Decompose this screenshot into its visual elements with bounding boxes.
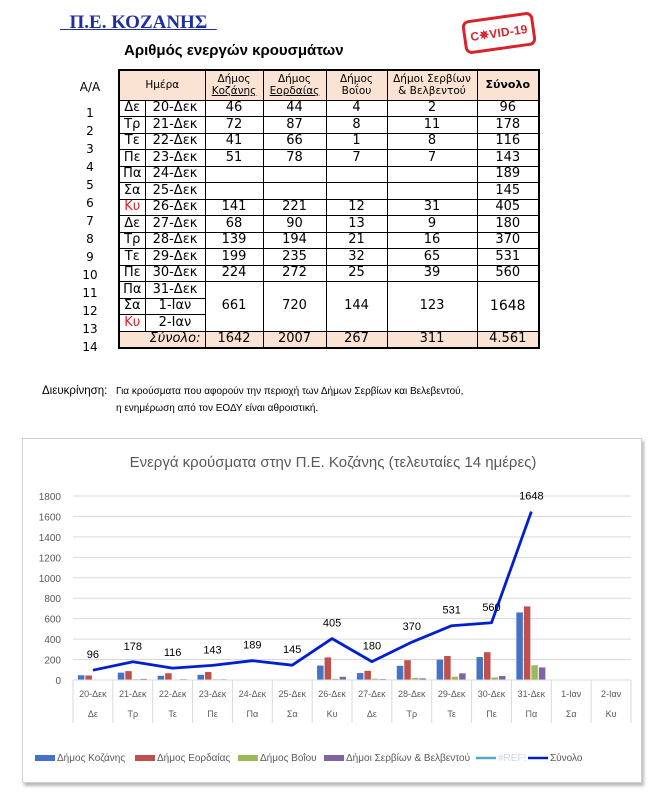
sum-eordaia: 2007 [263,331,326,348]
x-subtick-label: Πε [486,709,497,719]
weekday-cell: Δε [119,100,145,117]
legend-label: #REF! [498,753,527,764]
legend-label: Δήμος Εορδαίας [157,753,231,764]
x-tick-label: 24-Δεκ [238,689,267,699]
x-subtick-label: Τρ [406,709,418,719]
eordaia-cell [263,166,326,183]
servia-cell: 7 [387,150,477,167]
x-tick-label: 30-Δεκ [477,689,506,699]
aa-number: 14 [82,340,98,354]
table-row [119,216,539,233]
voio-cell: 21 [326,232,387,249]
sum-servia: 311 [387,331,477,348]
data-label: 145 [283,644,302,657]
aa-header: Α/Α [79,80,101,94]
table-row [119,150,539,167]
x-subtick-label: Δε [87,709,98,719]
legend-swatch-3 [324,755,344,761]
data-label: 189 [243,639,262,652]
table-row [119,199,539,216]
note-line-1: Για κρούσματα που αφορούν την περιοχή των Δήμων Σερβίων και Βελεβεντού, [116,386,464,397]
eordaia-cell: 87 [263,117,326,134]
x-subtick-label: Σα [565,709,577,719]
x-subtick-label: Πε [207,709,218,719]
aa-number: 2 [86,124,94,138]
kozani-cell: 141 [205,199,263,216]
bar-kozani [78,675,85,680]
table-row [119,133,539,150]
servia-cell: 2 [387,100,477,117]
x-subtick-label: Σα [286,709,298,719]
kozani-cell [205,166,263,183]
date-cell: 30-Δεκ [145,265,205,282]
y-tick-label: 1400 [38,532,61,544]
header-servia: Δήμοι Σερβίων & Βελβεντού [387,70,477,100]
eordaia-cell: 221 [263,199,326,216]
sum-row [119,331,539,348]
data-label: 370 [402,621,421,634]
aa-number: 12 [82,304,98,318]
total-cell: 189 [477,166,539,183]
total-cell: 145 [477,183,539,200]
bar-kozani [118,673,125,680]
y-tick-label: 1800 [38,492,61,503]
voio-cell: 7 [326,150,387,167]
covid-stamp: C✵VID-19 [461,11,537,55]
kozani-merged-cell: 661 [205,282,263,332]
bar-eordaia [165,673,172,680]
date-cell: 26-Δεκ [145,199,205,216]
table-title: Αριθμός ενεργών κρουσμάτων [124,42,344,59]
total-cell: 560 [477,265,539,282]
cases-table [118,69,540,349]
data-label: 405 [322,617,342,630]
servia-cell: 9 [387,216,477,233]
date-cell: 29-Δεκ [145,249,205,266]
bar-kozani [397,666,404,680]
x-subtick-label: Τε [447,709,456,719]
table-row [119,117,539,134]
x-subtick-label: Τρ [127,709,139,719]
eordaia-cell: 78 [263,150,326,167]
sum-total: 4.561 [477,331,539,348]
voio-merged-cell: 144 [326,282,387,332]
weekday-cell: Τρ [119,117,145,134]
bar-servia [499,676,506,680]
eordaia-cell: 194 [263,232,326,249]
sum-label: Σύνολο: [119,331,205,348]
eordaia-cell: 66 [263,133,326,150]
voio-cell: 12 [326,199,387,216]
legend-swatch-1 [135,755,155,761]
region-title: Π.Ε. ΚΟΖΑΝΗΣ [60,12,217,33]
date-cell: 23-Δεκ [145,150,205,167]
legend-label: Δήμοι Σερβίων & Βελβεντού [346,753,471,764]
chart-svg [23,439,643,784]
y-tick-label: 0 [55,676,61,687]
data-label: 143 [203,644,222,657]
weekday-cell: Τε [119,133,145,150]
x-tick-label: 22-Δεκ [158,689,187,699]
aa-number: 10 [82,268,98,282]
voio-cell: 32 [326,249,387,266]
voio-cell: 25 [326,265,387,282]
x-tick-label: 1-Ιαν [561,689,582,699]
header-kozani: Δήμος Κοζάνης [205,70,263,100]
kozani-cell: 139 [205,232,263,249]
x-subtick-label: Πα [525,709,538,719]
total-cell: 143 [477,150,539,167]
bar-servia [459,673,466,680]
bar-voio [531,665,538,680]
weekday-cell: Πε [119,150,145,167]
kozani-cell: 199 [205,249,263,266]
y-tick-label: 400 [44,635,61,647]
bar-eordaia [524,606,531,680]
legend-label: Δήμος Βοΐου [260,753,317,764]
aa-number: 5 [86,178,94,192]
legend-swatch-0 [35,755,55,761]
data-label: 178 [123,640,142,653]
total-cell: 96 [477,100,539,117]
bar-kozani [317,666,324,680]
table-row [119,232,539,249]
table-header-row [119,70,539,100]
y-tick-label: 1200 [38,553,61,565]
eordaia-cell: 90 [263,216,326,233]
bar-kozani [437,660,444,680]
aa-number: 7 [86,214,94,228]
servia-merged-cell: 123 [387,282,477,332]
total-cell: 405 [477,199,539,216]
date-cell: 20-Δεκ [145,100,205,117]
data-label: 116 [163,647,182,660]
servia-cell: 31 [387,199,477,216]
weekday-cell: Πε [119,265,145,282]
kozani-cell: 41 [205,133,263,150]
note-label: Διευκρίνηση: [42,385,108,397]
aa-number: 8 [86,232,94,246]
x-tick-label: 2-Ιαν [600,689,622,699]
data-label: 560 [482,601,501,614]
header-voio: Δήμος Βοΐου [326,70,387,100]
data-label: 1648 [519,490,544,503]
sum-voio: 267 [326,331,387,348]
voio-cell: 4 [326,100,387,117]
table-row [119,183,539,200]
weekday-cell: Σα [119,183,145,200]
x-tick-label: 31-Δεκ [517,689,546,699]
table-row-merged [119,282,539,299]
sum-kozani: 1642 [205,331,263,348]
table-row [119,166,539,183]
servia-cell: 8 [387,133,477,150]
chart-container [22,438,642,783]
aa-number: 9 [86,250,94,264]
bar-eordaia [325,657,332,680]
weekday-cell: Πα [119,166,145,183]
x-subtick-label: Δε [366,709,377,719]
date-cell: 22-Δεκ [145,133,205,150]
eordaia-cell: 235 [263,249,326,266]
date-cell: 28-Δεκ [145,232,205,249]
x-subtick-label: Τε [168,709,177,719]
aa-number: 4 [86,160,94,174]
x-tick-label: 25-Δεκ [278,689,306,699]
aa-number: 11 [82,286,98,300]
bar-kozani [357,673,364,680]
table-row [119,265,539,282]
aa-column [70,70,110,356]
voio-cell: 1 [326,133,387,150]
bar-servia [539,667,546,680]
total-cell: 531 [477,249,539,266]
voio-cell: 13 [326,216,387,233]
bar-kozani [198,675,205,680]
total-cell: 370 [477,232,539,249]
x-tick-label: 29-Δεκ [437,689,466,699]
weekday-cell: Δε [119,216,145,233]
chart-title: Ενεργά κρούσματα στην Π.Ε. Κοζάνης (τελευταίες 14 ημέρες) [129,454,537,471]
kozani-cell: 72 [205,117,263,134]
eordaia-cell [263,183,326,200]
date-cell: 31-Δεκ [145,282,205,299]
header-day: Ημέρα [119,70,205,100]
total-line [93,512,531,671]
eordaia-cell: 272 [263,265,326,282]
servia-cell: 16 [387,232,477,249]
kozani-cell [205,183,263,200]
date-cell: 27-Δεκ [145,216,205,233]
data-label: 96 [86,649,100,662]
aa-number: 13 [82,322,98,336]
total-cell: 116 [477,133,539,150]
date-cell: 25-Δεκ [145,183,205,200]
voio-cell [326,183,387,200]
weekday-cell: Σα [119,298,145,315]
bar-eordaia [444,656,451,680]
x-tick-label: 27-Δεκ [358,689,386,699]
x-subtick-label: Κυ [605,709,617,719]
weekday-cell: Τρ [119,232,145,249]
x-tick-label: 26-Δεκ [318,689,346,699]
servia-cell [387,183,477,200]
y-tick-label: 800 [44,594,61,606]
header-total: Σύνολο [477,70,539,100]
bar-kozani [516,612,523,680]
bar-eordaia [125,671,131,680]
bar-eordaia [484,652,491,680]
legend-label: Σύνολο [550,753,583,764]
y-tick-label: 600 [44,614,61,626]
weekday-cell: Κυ [119,315,145,332]
table-row [119,100,539,117]
eordaia-merged-cell: 720 [263,282,326,332]
legend-swatch-2 [238,755,258,761]
bar-eordaia [364,671,371,680]
bar-eordaia [205,672,212,680]
y-tick-label: 1000 [38,573,61,585]
total-merged-cell: 1648 [477,282,539,332]
bar-kozani [477,657,484,680]
voio-cell: 8 [326,117,387,134]
weekday-cell: Κυ [119,199,145,216]
total-cell: 178 [477,117,539,134]
servia-cell [387,166,477,183]
x-tick-label: 21-Δεκ [119,689,147,699]
weekday-cell: Τε [119,249,145,266]
bar-kozani [158,676,165,680]
table-row [119,249,539,266]
date-cell: 24-Δεκ [145,166,205,183]
x-tick-label: 23-Δεκ [198,689,227,699]
kozani-cell: 224 [205,265,263,282]
kozani-cell: 51 [205,150,263,167]
aa-number: 6 [86,196,94,210]
bar-eordaia [404,660,411,680]
date-cell: 2-Ιαν [145,315,205,332]
servia-cell: 65 [387,249,477,266]
total-cell: 180 [477,216,539,233]
header-eordaia: Δήμος Εορδαίας [263,70,326,100]
x-subtick-label: Πα [246,709,259,719]
date-cell: 1-Ιαν [145,298,205,315]
servia-cell: 11 [387,117,477,134]
bar-eordaia [85,676,92,680]
kozani-cell: 68 [205,216,263,233]
kozani-cell: 46 [205,100,263,117]
servia-cell: 39 [387,265,477,282]
y-tick-label: 1600 [38,512,61,524]
note-line-2: η ενημέρωση από τον ΕΟΔΥ είναι αθροιστική. [116,403,319,414]
x-subtick-label: Κυ [326,709,338,719]
weekday-cell: Πα [119,282,145,299]
legend-label: Δήμος Κοζάνης [57,753,126,764]
voio-cell [326,166,387,183]
data-label: 180 [362,640,382,653]
x-tick-label: 20-Δεκ [79,689,107,699]
eordaia-cell: 44 [263,100,326,117]
x-tick-label: 28-Δεκ [398,689,426,699]
data-label: 531 [442,604,461,617]
aa-number: 3 [86,142,94,156]
aa-number: 1 [86,106,94,120]
date-cell: 21-Δεκ [145,117,205,134]
y-tick-label: 200 [44,655,61,667]
